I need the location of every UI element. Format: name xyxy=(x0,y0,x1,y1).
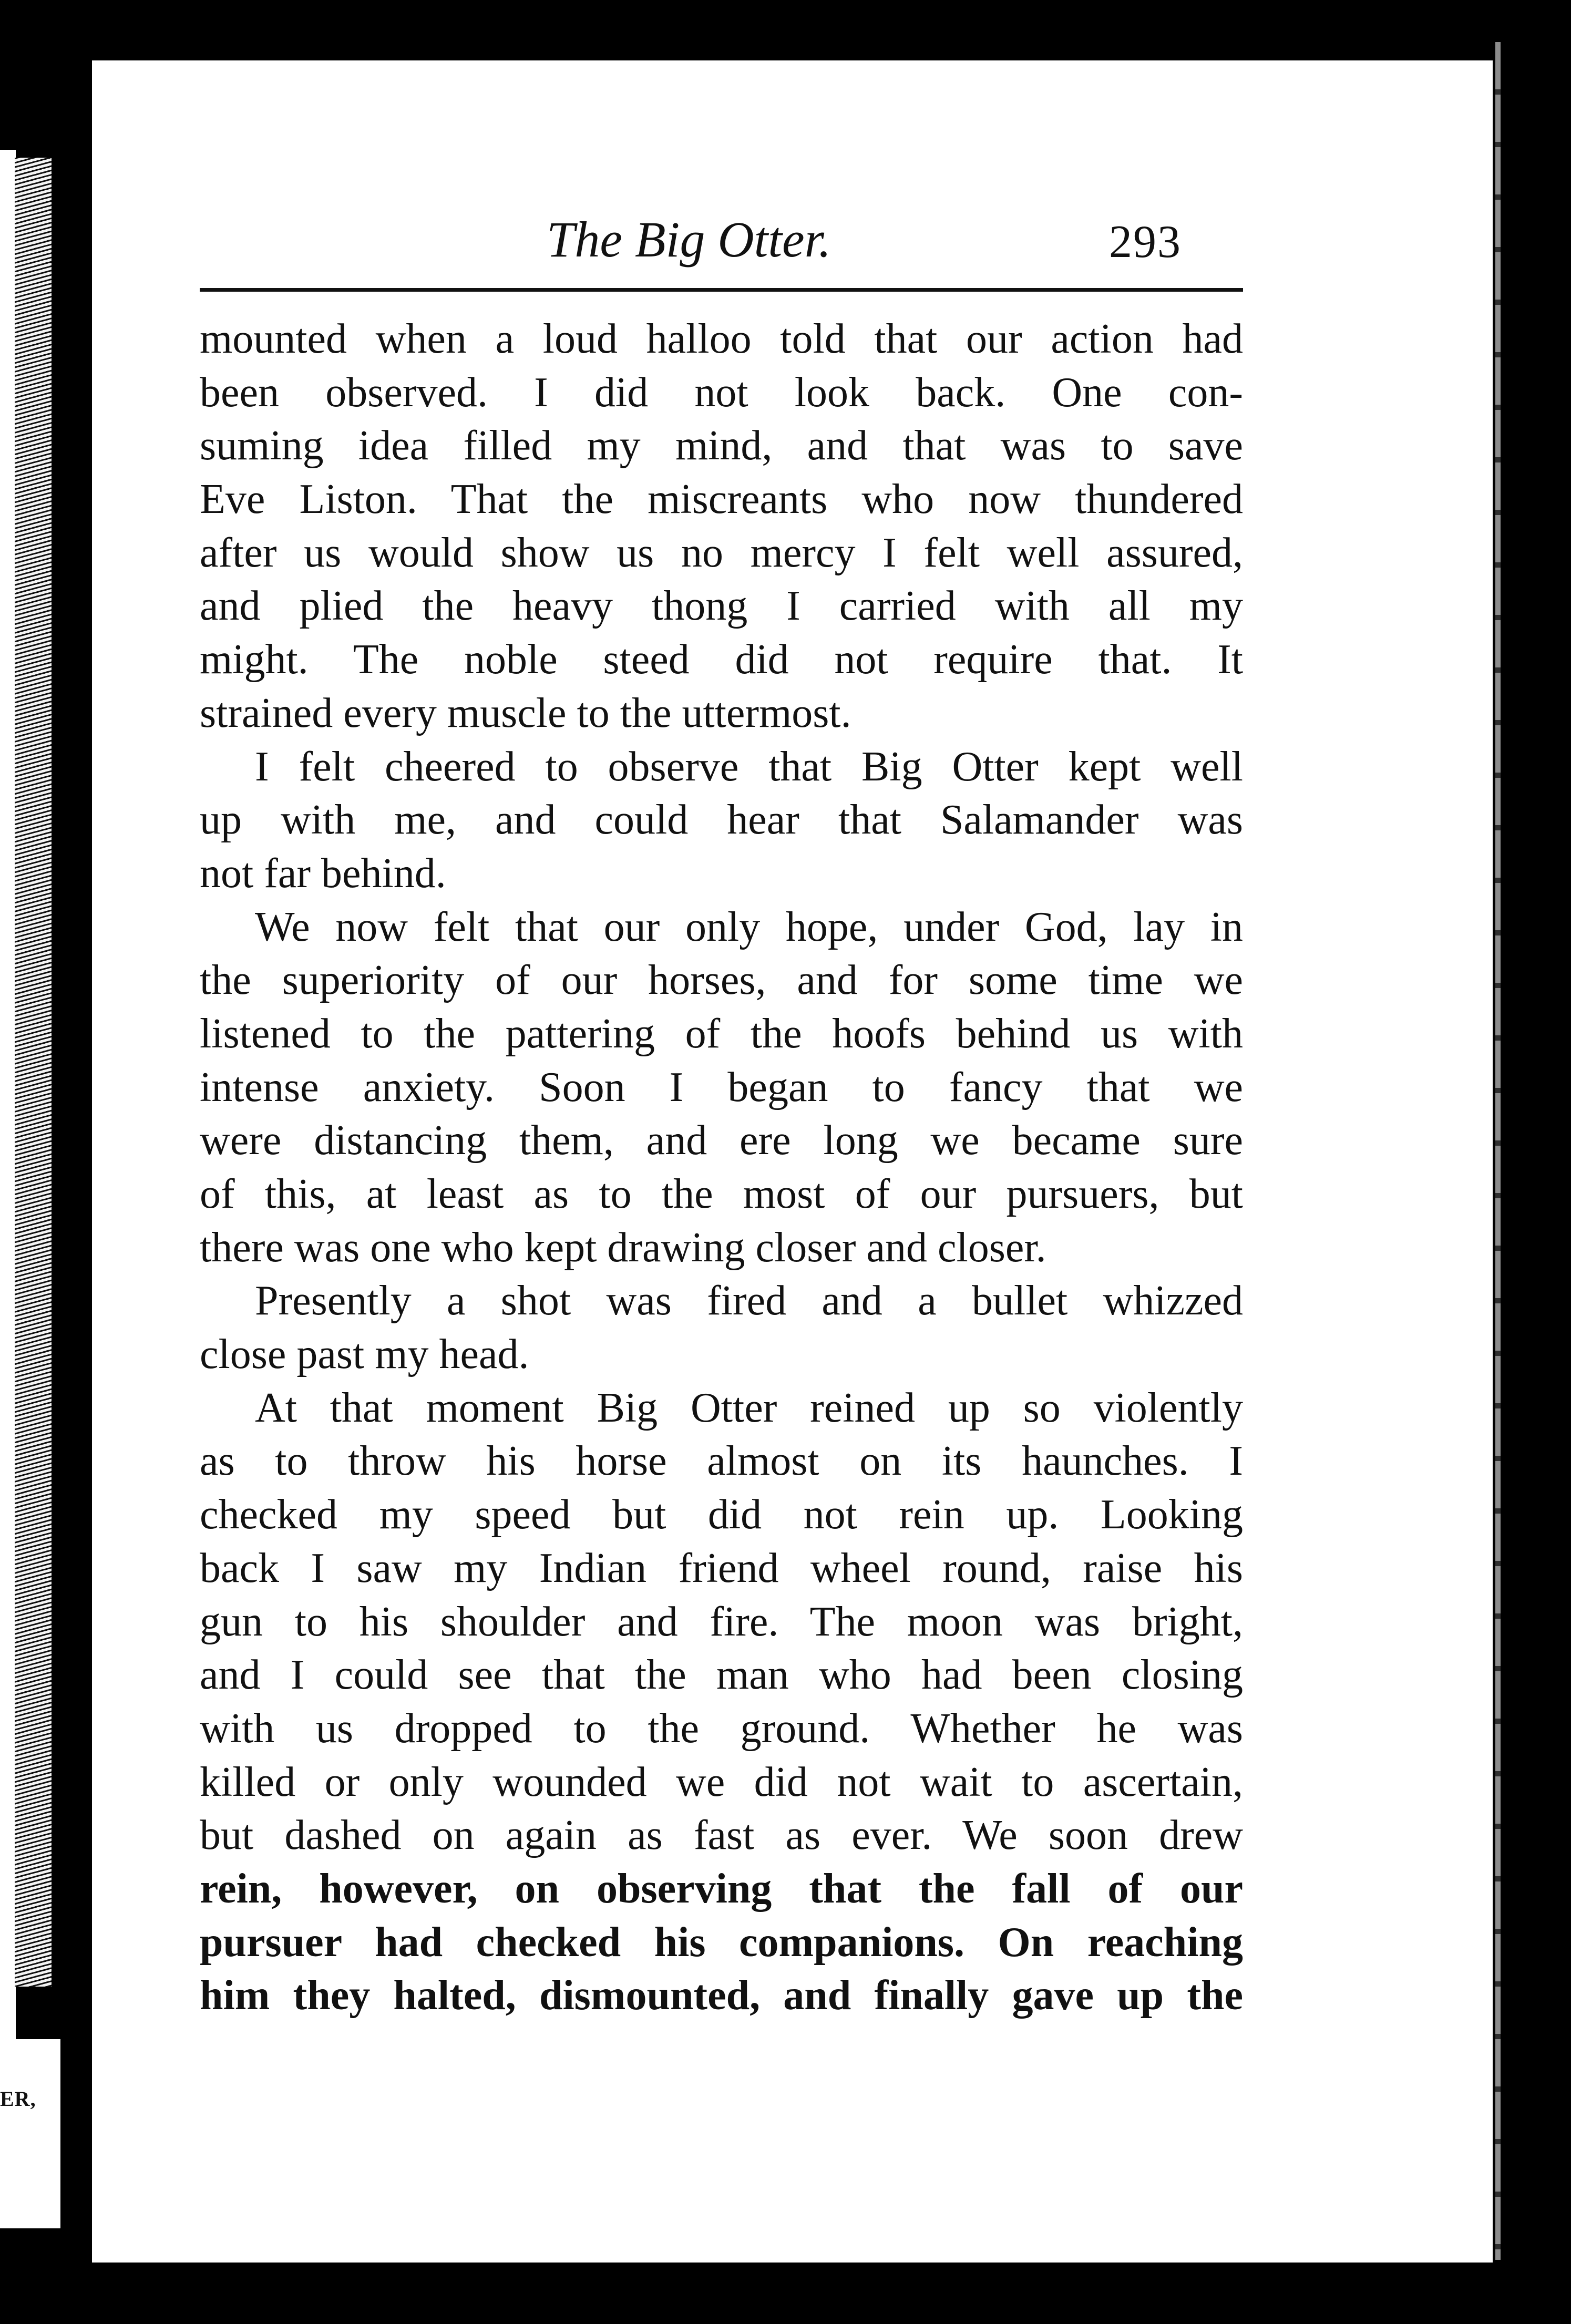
text-line: At that moment Big Otter reined up so violently xyxy=(255,1384,1243,1431)
text-line: pursuer had checked his companions. On reaching xyxy=(200,1919,1243,1966)
text-line: and plied the heavy thong I carried with all my xyxy=(200,583,1243,630)
page-number: 293 xyxy=(1109,217,1182,268)
text-line: mounted when a loud halloo told that our action had xyxy=(200,316,1243,362)
page-header xyxy=(200,200,1251,273)
text-line: We now felt that our only hope, under God, lay in xyxy=(255,903,1243,950)
text-line: might. The noble steed did not require that. It xyxy=(200,636,1243,683)
text-line: Eve Liston. That the miscreants who now thundered xyxy=(200,476,1243,523)
text-line: and I could see that the man who had been closing xyxy=(200,1652,1243,1699)
page-edge-marks xyxy=(1495,42,1501,2260)
body-text xyxy=(200,313,1243,2023)
text-line: checked my speed but did not rein up. Looking xyxy=(200,1492,1243,1538)
text-line: him they halted, dismounted, and finally gave up the xyxy=(200,1972,1243,2019)
text-line: of this, at least as to the most of our pursuers, but xyxy=(200,1171,1243,1217)
text-line: were distancing them, and ere long we became sure xyxy=(200,1117,1243,1164)
text-line: up with me, and could hear that Salamander was xyxy=(200,797,1243,844)
text-line: as to throw his horse almost on its haunches. I xyxy=(200,1438,1243,1485)
text-line: gun to his shoulder and fire. The moon was bright, xyxy=(200,1598,1243,1645)
text-line: been observed. I did not look back. One con- xyxy=(200,369,1243,416)
running-title: The Big Otter. xyxy=(547,211,831,268)
text-line: intense anxiety. Soon I began to fancy that we xyxy=(200,1064,1243,1110)
previous-page-illustration-edge xyxy=(15,158,52,1987)
previous-page-text-fragment: ER, xyxy=(0,2087,36,2111)
text-line: the superiority of our horses, and for some time we xyxy=(200,957,1243,1004)
previous-page-edge xyxy=(0,150,16,2042)
text-line: after us would show us no mercy I felt well assured, xyxy=(200,529,1243,576)
text-line: not far behind. xyxy=(200,850,446,897)
text-line: back I saw my Indian friend wheel round, raise his xyxy=(200,1545,1243,1591)
text-line: killed or only wounded we did not wait to ascertain, xyxy=(200,1759,1243,1805)
text-line: close past my head. xyxy=(200,1331,529,1378)
previous-page-edge-lower xyxy=(0,2039,60,2228)
header-rule xyxy=(200,288,1243,292)
text-line: there was one who kept drawing closer and closer. xyxy=(200,1224,1046,1271)
text-line: with us dropped to the ground. Whether he was xyxy=(200,1705,1243,1752)
text-line: suming idea filled my mind, and that was to save xyxy=(200,423,1243,469)
text-line: but dashed on again as fast as ever. We soon drew xyxy=(200,1812,1243,1859)
text-line: strained every muscle to the uttermost. xyxy=(200,690,851,736)
text-line: I felt cheered to observe that Big Otter kept well xyxy=(255,743,1243,790)
text-line: Presently a shot was fired and a bullet whizzed xyxy=(255,1278,1243,1324)
text-line: listened to the pattering of the hoofs behind us with xyxy=(200,1010,1243,1057)
text-line: rein, however, on observing that the fall of our xyxy=(200,1865,1243,1912)
